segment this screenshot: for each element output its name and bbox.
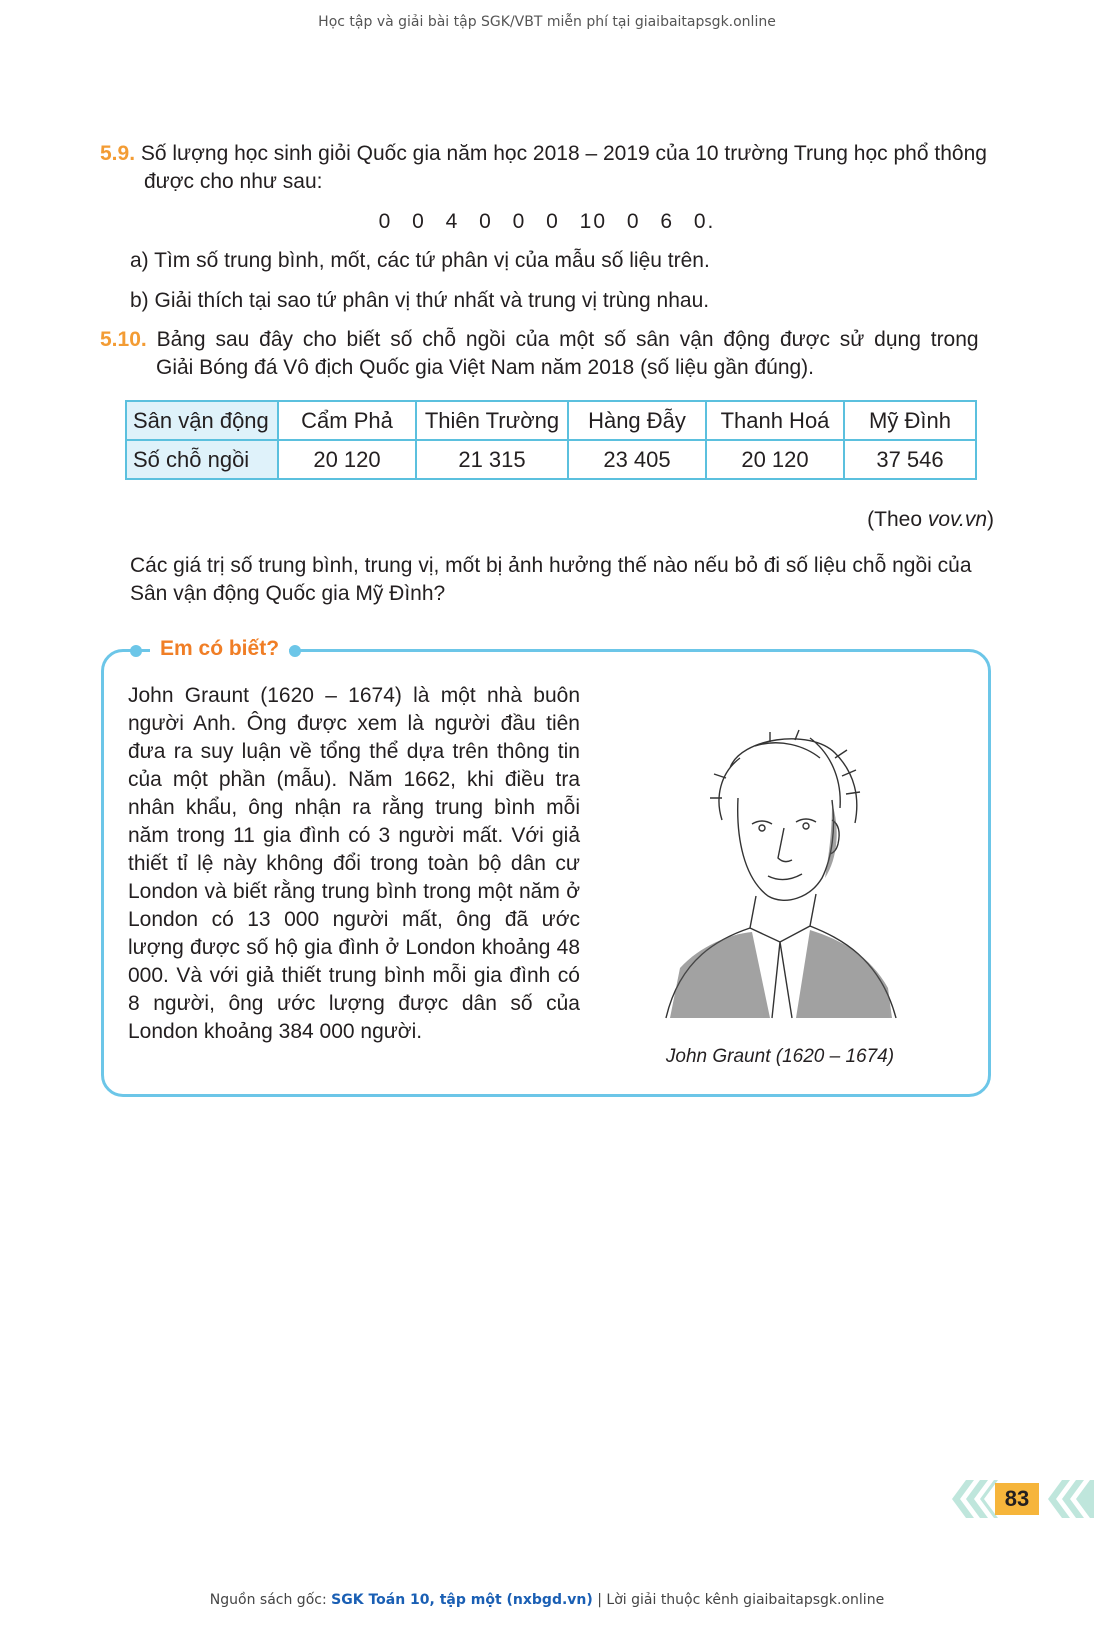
exercise-text-line2: được cho như sau: xyxy=(144,170,323,193)
exercise-text-line2: Giải Bóng đá Vô địch Quốc gia Việt Nam năm 2018 (số liệu gần đúng). xyxy=(156,356,815,379)
row-label: Số chỗ ngồi xyxy=(126,440,278,479)
part-a: a) Tìm số trung bình, mốt, các tứ phân vị của mẫu số liệu trên. xyxy=(130,249,710,272)
exercise-5-10 xyxy=(100,326,990,354)
seats-cell: 21 315 xyxy=(416,440,568,479)
did-you-know-title: Em có biết? xyxy=(150,637,289,661)
seats-cell: 37 546 xyxy=(844,440,976,479)
exercise-text-line1: Bảng sau đây cho biết số chỗ ngồi của một số sân vận động được sử dụng trong xyxy=(156,328,979,351)
source-suffix: ) xyxy=(987,508,994,531)
footer-prefix: Nguồn sách gốc: xyxy=(209,1592,332,1608)
title-dot-icon xyxy=(289,645,301,657)
question-line1: Các giá trị số trung bình, trung vị, mốt bị ảnh hưởng thế nào nếu bỏ đi số liệu chỗ ngồi của xyxy=(130,554,972,577)
exercise-number: 5.9. xyxy=(100,142,136,165)
bottom-banner xyxy=(0,1592,1094,1608)
exercise-number: 5.10. xyxy=(100,328,147,351)
question-line2: Sân vận động Quốc gia Mỹ Đình? xyxy=(130,582,446,605)
stadium-cell: Thiên Trường xyxy=(416,401,568,440)
table-row xyxy=(126,401,976,440)
seats-cell: 20 120 xyxy=(706,440,844,479)
stadium-cell: Mỹ Đình xyxy=(844,401,976,440)
table-row xyxy=(126,440,976,479)
stadium-cell: Cẩm Phả xyxy=(278,401,416,440)
exercise-5-9 xyxy=(100,140,990,168)
seats-cell: 23 405 xyxy=(568,440,706,479)
part-b: b) Giải thích tại sao tứ phân vị thứ nhất và trung vị trùng nhau. xyxy=(130,289,710,312)
source-note xyxy=(867,508,994,532)
source-site: vov.vn xyxy=(927,508,987,531)
title-dot-icon xyxy=(130,645,142,657)
portrait-caption: John Graunt (1620 – 1674) xyxy=(665,1046,895,1067)
stadium-cell: Thanh Hoá xyxy=(706,401,844,440)
exercise-text-line1: Số lượng học sinh giỏi Quốc gia năm học 2018 – 2019 của 10 trường Trung học phổ thông xyxy=(140,142,987,165)
data-sequence: 0 0 4 0 0 0 10 0 6 0. xyxy=(378,210,716,233)
john-graunt-portrait xyxy=(660,728,900,1020)
seats-cell: 20 120 xyxy=(278,440,416,479)
row-label: Sân vận động xyxy=(126,401,278,440)
did-you-know-text: John Graunt (1620 – 1674) là một nhà buôn người Anh. Ông được xem là người đầu tiên đưa ra suy luận về tổng thể dựa trên thông tin của một phần (mẫu). Năm 1662, khi điều tra nhân khẩu, ông nhận ra rằng trung bình mỗi năm trong 11 gia đình có 3 người mất. Với giả thiết tỉ lệ này không đổi trong toàn bộ dân cư London và biết rằng trung bình trong một năm ở London có 13 000 người mất, ông đã ước lượng được số hộ gia đình ở London khoảng 48 000. Và với giả thiết trung bình mỗi gia đình có 8 người, ông ước lượng được dân số của London khoảng 384 000 người. xyxy=(128,684,580,1043)
footer-book-link[interactable]: SGK Toán 10, tập một (nxbgd.vn) xyxy=(331,1592,593,1608)
source-prefix: (Theo xyxy=(867,508,928,531)
stadium-cell: Hàng Đẫy xyxy=(568,401,706,440)
footer-suffix: | Lời giải thuộc kênh giaibaitapsgk.online xyxy=(592,1592,885,1608)
page-number: 83 xyxy=(1004,1486,1030,1511)
top-banner: Học tập và giải bài tập SGK/VBT miễn phí tại giaibaitapsgk.online xyxy=(318,14,776,30)
stadium-table xyxy=(125,400,977,480)
